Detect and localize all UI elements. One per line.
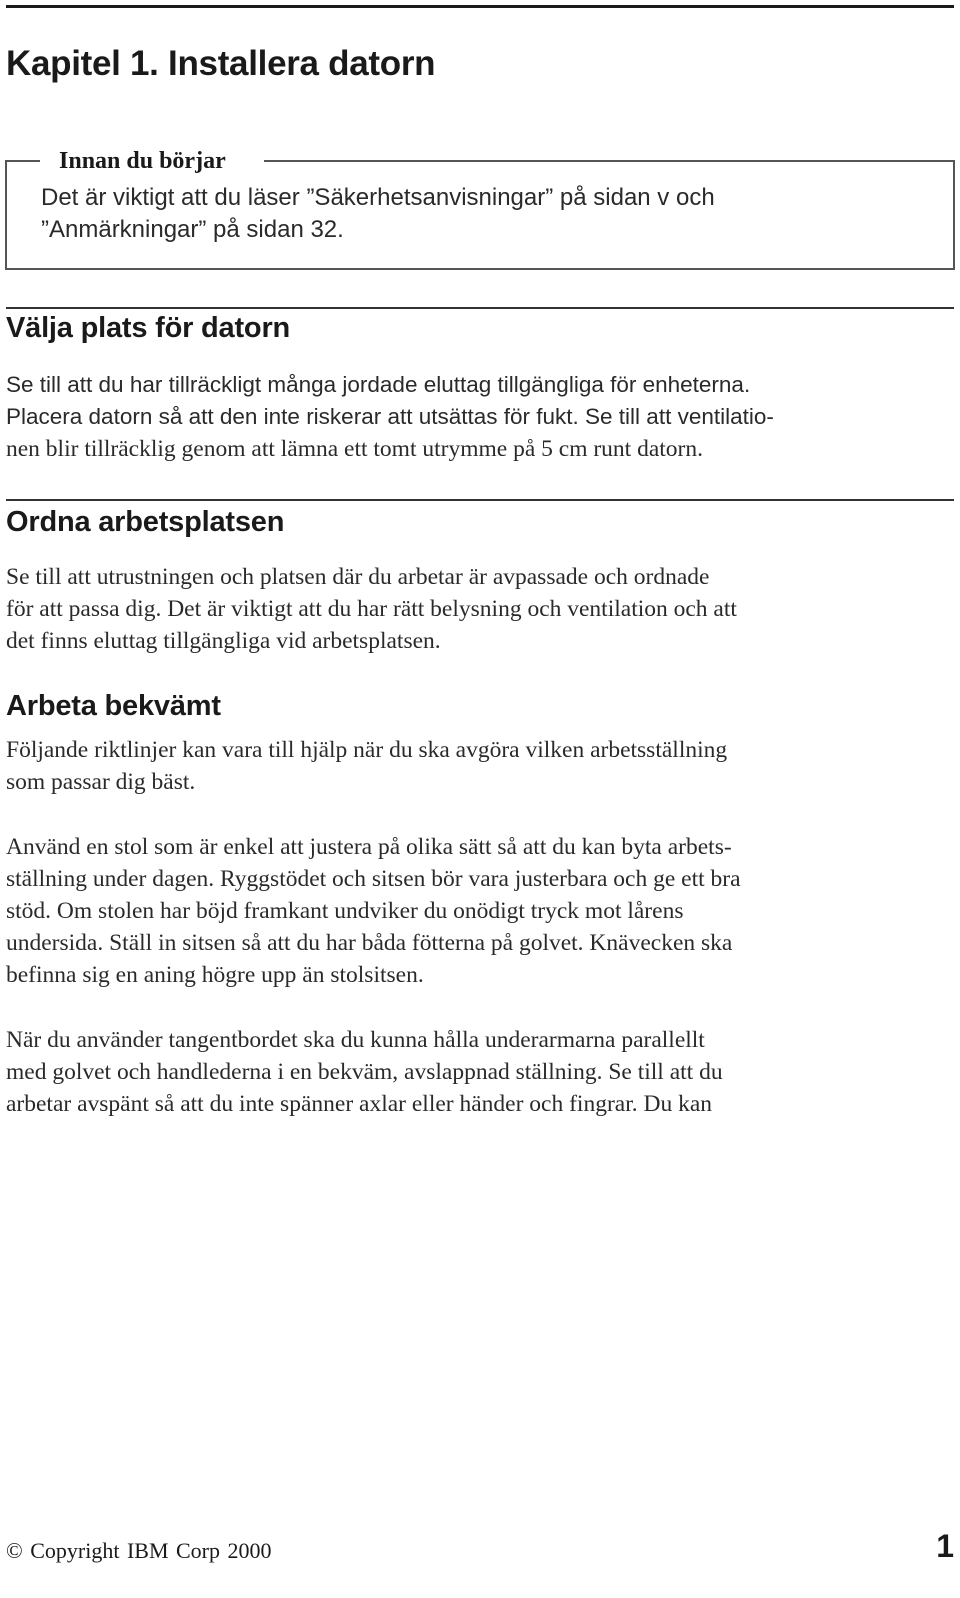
paragraph-line: befinna sig en aning högre upp än stolsitsen. [6,962,424,988]
paragraph-line: nen blir tillräcklig genom att lämna ett tomt utrymme på 5 cm runt datorn. [6,436,703,462]
paragraph-line: stöd. Om stolen har böjd framkant undviker du onödigt tryck mot lårens [6,898,684,924]
notice-box-top-right-border [264,160,955,162]
paragraph-arbeta-bekvamt-1 [6,734,941,798]
notice-body [41,182,921,246]
section-rule [6,499,954,501]
paragraph-valja-plats [6,369,941,465]
top-rule [6,5,954,8]
paragraph-line: Följande riktlinjer kan vara till hjälp när du ska avgöra vilken arbetsställning [6,737,728,763]
notice-line: Det är viktigt att du läser ”Säkerhetsanvisningar” på sidan v och [41,184,715,211]
paragraph-line: för att passa dig. Det är viktigt att du har rätt belysning och ventilation och att [6,596,737,622]
paragraph-line: Använd en stol som är enkel att justera på olika sätt så att du kan byta arbets- [6,834,732,860]
footer-copyright: © Copyright IBM Corp 2000 [6,1538,272,1563]
section-title-arbeta-bekvamt: Arbeta bekvämt [6,690,221,722]
paragraph-line: det finns eluttag tillgängliga vid arbetsplatsen. [6,628,441,654]
notice-box-top-left-border [5,160,40,162]
notice-line: ”Anmärkningar” på sidan 32. [41,216,344,243]
paragraph-line: med golvet och handlederna i en bekväm, avslappnad ställning. Se till att du [6,1059,723,1085]
paragraph-line: När du använder tangentbordet ska du kunna hålla underarmarna parallellt [6,1027,705,1053]
paragraph-line: Placera datorn så att den inte riskerar att utsättas för fukt. Se till att ventilatio- [6,404,774,429]
paragraph-line: arbetar avspänt så att du inte spänner axlar eller händer och fingrar. Du kan [6,1091,713,1117]
section-title-valja-plats: Välja plats för datorn [6,312,291,344]
paragraph-line: Se till att du har tillräckligt många jordade eluttag tillgängliga för enheterna. [6,372,751,397]
notice-box [5,148,955,270]
chapter-title: Kapitel 1. Installera datorn [6,44,436,83]
section-rule [6,307,954,309]
paragraph-arbeta-bekvamt-2 [6,831,941,991]
paragraph-line: Se till att utrustningen och platsen där du arbetar är avpassade och ordnade [6,564,710,590]
paragraph-line: undersida. Ställ in sitsen så att du har båda fötterna på golvet. Knävecken ska [6,930,733,956]
notice-heading: Innan du börjar [55,148,230,175]
paragraph-line: ställning under dagen. Ryggstödet och sitsen bör vara justerbara och ge ett bra [6,866,741,892]
paragraph-arbeta-bekvamt-3 [6,1024,941,1120]
section-title-ordna-arbetsplatsen: Ordna arbetsplatsen [6,506,285,538]
paragraph-line: som passar dig bäst. [6,769,196,795]
paragraph-ordna-arbetsplatsen [6,561,941,657]
page-number: 1 [936,1528,954,1564]
